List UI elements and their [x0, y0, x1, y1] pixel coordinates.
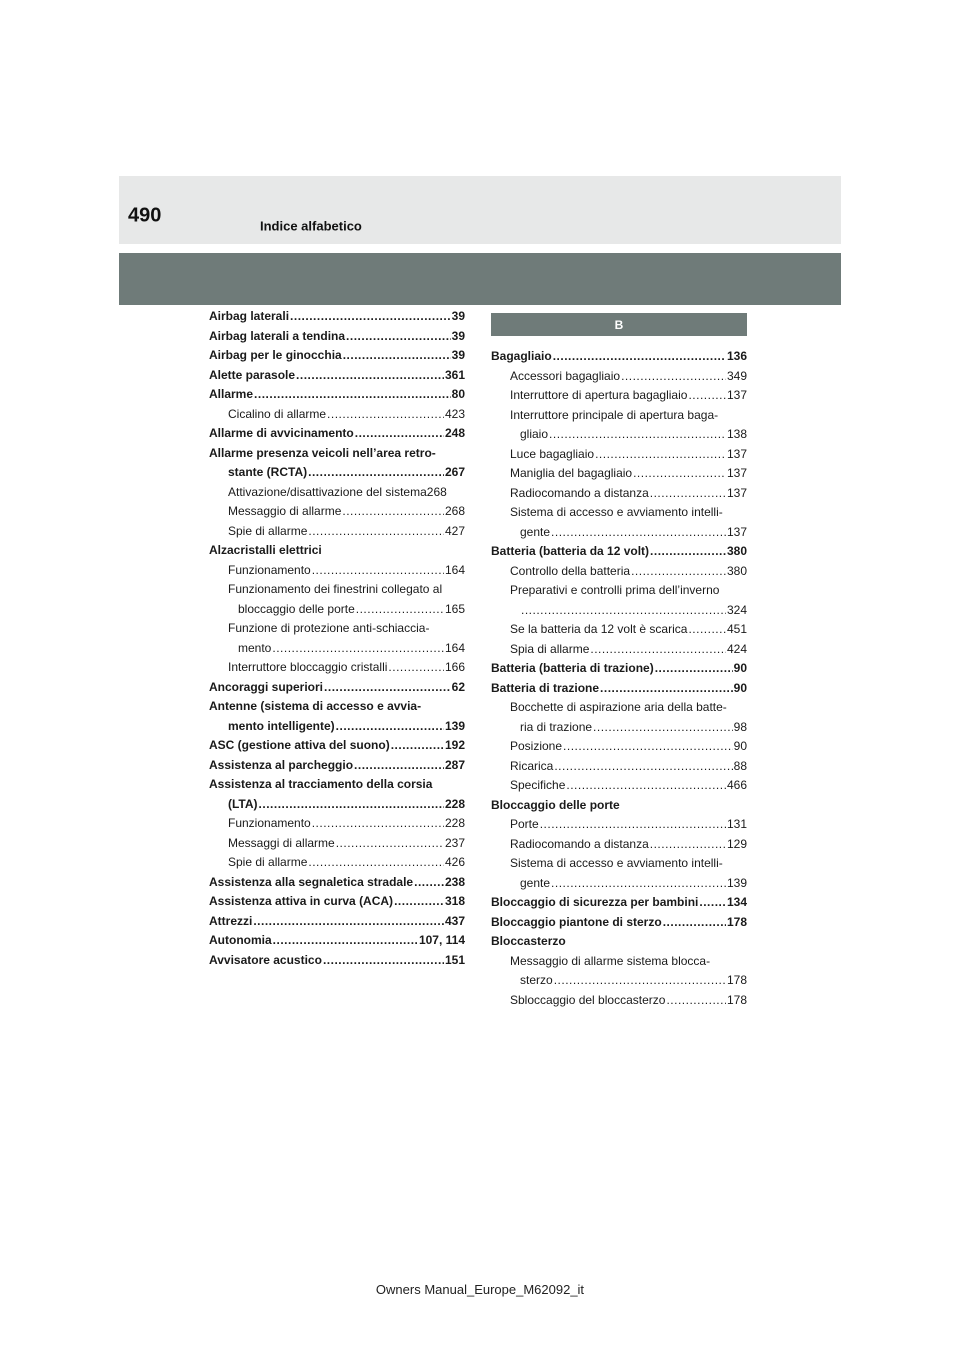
index-entry	[491, 425, 747, 445]
entry-text: Ancoraggi superiori	[209, 679, 324, 694]
entry-page: 139	[444, 718, 465, 733]
index-entry	[491, 542, 747, 562]
entry-text: mento	[238, 640, 272, 655]
entry-text: gente	[520, 875, 551, 890]
index-entry	[491, 776, 747, 796]
entry-text: Controllo della batteria	[510, 563, 631, 578]
index-entry	[209, 912, 465, 932]
index-entry	[491, 815, 747, 835]
index-entry	[209, 775, 465, 795]
index-entry	[491, 757, 747, 777]
entry-page: 466	[726, 778, 747, 792]
leader-dots	[312, 561, 444, 581]
leader-dots	[355, 424, 444, 444]
entry-page: 137	[726, 466, 747, 480]
entry-text: Bloccasterzo	[491, 934, 566, 948]
index-entry	[209, 522, 465, 542]
index-entry	[209, 834, 465, 854]
leader-dots	[273, 931, 418, 951]
leader-dots	[553, 347, 726, 367]
entry-text: Accessori bagagliaio	[510, 368, 621, 383]
entry-text: Interruttore principale di apertura baga-	[510, 407, 719, 422]
leader-dots	[356, 600, 444, 620]
leader-dots	[551, 523, 726, 543]
index-entry	[491, 893, 747, 913]
leader-dots	[327, 405, 444, 425]
leader-dots	[308, 463, 444, 483]
entry-page: 137	[726, 485, 747, 500]
entry-page: 90	[733, 661, 747, 675]
entry-text: gente	[520, 524, 551, 539]
leader-dots	[540, 815, 726, 835]
leader-dots	[354, 756, 444, 776]
index-entry	[209, 717, 465, 737]
index-entry	[491, 737, 747, 757]
leader-dots	[388, 658, 444, 678]
entry-text: Batteria (batteria da 12 volt)	[491, 544, 650, 558]
entry-page: 129	[726, 836, 747, 851]
leader-dots	[343, 346, 451, 366]
entry-page: 139	[726, 875, 747, 890]
entry-text: Bloccaggio di sicurezza per bambini	[491, 895, 699, 909]
entry-text: (LTA)	[228, 796, 258, 811]
entry-page: 178	[726, 914, 747, 929]
entry-text: Funzionamento dei finestrini collegato al	[228, 582, 443, 596]
index-entry	[209, 561, 465, 581]
entry-page: 39	[451, 309, 465, 323]
index-entry	[209, 795, 465, 815]
entry-page: 228	[444, 796, 465, 811]
index-entry	[491, 796, 747, 816]
entry-page: 268	[444, 504, 465, 518]
entry-text: Cicalino di allarme	[228, 406, 327, 421]
index-entry	[491, 913, 747, 933]
footer-text: Owners Manual_Europe_M62092_it	[375, 1282, 585, 1297]
index-entry	[209, 580, 465, 600]
leader-dots	[595, 445, 726, 465]
entry-page: 178	[726, 992, 747, 1007]
index-entry	[209, 736, 465, 756]
entry-text: Airbag laterali a tendina	[209, 328, 346, 343]
leader-dots	[554, 757, 732, 777]
entry-page: 287	[444, 757, 465, 772]
index-entry	[491, 503, 747, 523]
leader-dots	[551, 874, 726, 894]
index-entry	[491, 874, 747, 894]
entry-page: 424	[726, 641, 747, 656]
leader-dots	[600, 679, 733, 699]
index-entry	[209, 307, 465, 327]
entry-text: Funzionamento	[228, 562, 311, 577]
leader-dots	[324, 678, 451, 698]
leader-dots	[593, 718, 733, 738]
leader-dots	[650, 542, 726, 562]
index-entry	[209, 814, 465, 834]
index-entry	[491, 406, 747, 426]
entry-page: 349	[726, 368, 747, 383]
leader-dots	[650, 484, 726, 504]
entry-text: ria di trazione	[520, 719, 593, 734]
entry-page: 80	[451, 387, 465, 401]
index-entry	[491, 562, 747, 582]
entry-page: 178	[726, 973, 747, 987]
entry-page: 423	[444, 406, 465, 421]
leader-dots	[631, 562, 726, 582]
index-entry	[491, 971, 747, 991]
index-entry	[209, 873, 465, 893]
entry-text: mento intelligente)	[228, 718, 335, 733]
entry-text: Porte	[510, 817, 539, 831]
letter-heading-text: B	[614, 317, 624, 332]
index-entry	[491, 601, 747, 621]
leader-dots	[554, 971, 726, 991]
entry-page: 166	[444, 660, 465, 674]
entry-text: ASC (gestione attiva del suono)	[209, 738, 390, 752]
entry-page: 136	[726, 349, 747, 363]
entry-text: bloccaggio delle porte	[238, 601, 355, 616]
index-entry	[209, 463, 465, 483]
leader-dots	[394, 892, 444, 912]
leader-dots	[633, 464, 726, 484]
entry-text: stante (RCTA)	[228, 465, 308, 479]
entry-text: Luce bagagliaio	[510, 446, 595, 461]
leader-dots	[336, 834, 444, 854]
section-title: Indice alfabetico	[260, 218, 362, 234]
index-entry	[491, 854, 747, 874]
entry-text: Preparativi e controlli prima dell’inverno	[510, 583, 720, 597]
entry-text: Se la batteria da 12 volt è scarica	[510, 622, 688, 636]
index-entry	[491, 445, 747, 465]
leader-dots	[699, 893, 726, 913]
index-entry	[209, 756, 465, 776]
entry-text: Batteria (batteria di trazione)	[491, 661, 654, 675]
letter-heading	[491, 313, 747, 336]
entry-text: Allarme presenza veicoli nell’area retro-	[209, 445, 436, 460]
entry-text: Allarme di avvicinamento	[209, 426, 354, 440]
entry-page: 131	[726, 817, 747, 831]
entry-page: 228	[444, 816, 465, 830]
index-entry	[491, 659, 747, 679]
entry-page: 427	[444, 523, 465, 538]
entry-text: Posizione	[510, 739, 563, 753]
entry-text: Radiocomando a distanza	[510, 485, 649, 500]
leader-dots	[342, 502, 444, 522]
index-entry	[209, 892, 465, 912]
leader-dots	[254, 385, 451, 405]
entry-page: 39	[451, 348, 465, 362]
entry-page: 451	[726, 622, 747, 636]
entry-text: Sistema di accesso e avviamento intelli-	[510, 505, 723, 519]
index-entry	[491, 640, 747, 660]
index-entry	[491, 991, 747, 1011]
index-entry	[209, 483, 465, 503]
index-entry	[491, 952, 747, 972]
entry-page: 380	[726, 544, 747, 558]
leader-dots	[650, 835, 726, 855]
entry-text: Attivazione/disattivazione del sistema	[228, 484, 427, 499]
entry-text: Autonomia	[209, 933, 272, 947]
entry-text: Sbloccaggio del bloccasterzo	[510, 992, 666, 1007]
entry-page: 88	[733, 758, 747, 773]
header-band	[119, 253, 841, 305]
leader-dots	[346, 327, 451, 347]
entry-page: 192	[444, 738, 465, 752]
leader-dots	[290, 307, 451, 327]
entry-text: Airbag laterali	[209, 309, 290, 323]
entry-text: Funzionamento	[228, 816, 311, 830]
entry-page: 134	[726, 895, 747, 909]
index-entry	[209, 405, 465, 425]
index-entry	[209, 346, 465, 366]
index-entry	[491, 932, 747, 952]
entry-page: 318	[444, 894, 465, 908]
page-number: 490	[128, 204, 162, 227]
index-entry	[491, 347, 747, 367]
entry-page: 98	[733, 719, 747, 734]
leader-dots	[323, 951, 444, 971]
index-column-left	[209, 307, 465, 970]
leader-dots	[663, 913, 726, 933]
entry-page: 361	[444, 367, 465, 382]
entry-text: Bloccaggio delle porte	[491, 797, 620, 812]
entry-page: 90	[733, 680, 747, 695]
index-entry	[209, 853, 465, 873]
leader-dots	[253, 912, 444, 932]
entry-text: Messaggio di allarme	[228, 504, 342, 518]
entry-page: 151	[444, 952, 465, 967]
index-entry	[209, 697, 465, 717]
leader-dots	[688, 386, 726, 406]
index-entry	[209, 658, 465, 678]
entry-page: 237	[444, 835, 465, 850]
index-entry	[209, 424, 465, 444]
entry-text: Alette parasole	[209, 367, 296, 382]
entry-text: Batteria di trazione	[491, 680, 600, 695]
index-entry	[491, 386, 747, 406]
entry-text: Specifiche	[510, 778, 566, 792]
index-entry	[209, 541, 465, 561]
entry-text: sterzo	[520, 973, 553, 987]
leader-dots	[312, 814, 444, 834]
entry-text: Bagagliaio	[491, 349, 552, 363]
entry-text: gliaio	[520, 427, 549, 441]
entry-text: Avvisatore acustico	[209, 952, 322, 967]
entry-page: 107, 114	[418, 933, 465, 947]
leader-dots	[296, 366, 444, 386]
entry-page: 248	[444, 426, 465, 440]
index-entry	[491, 523, 747, 543]
index-entry	[491, 718, 747, 738]
index-entry	[209, 600, 465, 620]
leader-dots	[308, 522, 444, 542]
index-entry	[491, 367, 747, 387]
entry-page: 90	[733, 739, 747, 753]
index-entry	[209, 619, 465, 639]
index-entry	[209, 366, 465, 386]
entry-page: 165	[444, 601, 465, 616]
leader-dots	[688, 620, 726, 640]
leader-dots	[259, 795, 444, 815]
entry-page: 138	[726, 427, 747, 441]
index-entry	[491, 620, 747, 640]
header-bar	[119, 176, 841, 244]
entry-text: Alzacristalli elettrici	[209, 543, 322, 557]
entry-text: Messaggio di allarme sistema blocca-	[510, 953, 711, 968]
entry-page: 164	[444, 640, 465, 655]
entry-page: 380	[726, 563, 747, 578]
entry-page: 426	[444, 855, 465, 869]
index-entry	[491, 464, 747, 484]
index-entry	[491, 835, 747, 855]
leader-dots	[308, 853, 444, 873]
entry-text: Funzione di protezione anti-schiaccia-	[228, 621, 430, 635]
index-entry	[491, 581, 747, 601]
entry-text: Maniglia del bagagliaio	[510, 466, 633, 480]
leader-dots	[272, 639, 444, 659]
leader-dots	[391, 736, 444, 756]
entry-page: 437	[444, 913, 465, 928]
entry-text: Antenne (sistema di accesso e avvia-	[209, 699, 422, 713]
entry-text: Assistenza alla segnaletica stradale	[209, 874, 414, 889]
leader-dots	[563, 737, 733, 757]
entry-text: Sistema di accesso e avviamento intelli-	[510, 856, 723, 870]
entry-text: Attrezzi	[209, 913, 253, 928]
entry-page: 324	[726, 602, 747, 617]
index-entry	[209, 327, 465, 347]
entry-page: 137	[726, 446, 747, 461]
index-entry	[209, 444, 465, 464]
leader-dots	[655, 659, 733, 679]
leader-dots	[549, 425, 726, 445]
index-entry	[209, 385, 465, 405]
leader-dots	[566, 776, 726, 796]
entry-text: Bocchette di aspirazione aria della batte-	[510, 700, 727, 714]
entry-page: 267	[444, 465, 465, 479]
leader-dots	[621, 367, 726, 387]
entry-page: 137	[726, 524, 747, 539]
index-entry	[209, 951, 465, 971]
entry-text: Messaggi di allarme	[228, 835, 335, 850]
index-entry	[209, 931, 465, 951]
entry-text: Assistenza attiva in curva (ACA)	[209, 894, 394, 908]
index-entry	[209, 678, 465, 698]
entry-text: Ricarica	[510, 758, 554, 773]
leader-dots	[336, 717, 444, 737]
index-entry	[209, 639, 465, 659]
entry-text: Spie di allarme	[228, 523, 308, 538]
entry-page: 62	[451, 679, 465, 694]
entry-text: Radiocomando a distanza	[510, 836, 649, 851]
leader-dots	[521, 601, 726, 621]
index-entry	[491, 679, 747, 699]
entry-text: Allarme	[209, 387, 254, 401]
entry-page: 238	[444, 874, 465, 889]
index-column-right	[491, 307, 747, 1010]
leader-dots	[590, 640, 726, 660]
entry-page: 137	[726, 388, 747, 402]
entry-page: 268	[426, 484, 447, 499]
entry-text: Bloccaggio piantone di sterzo	[491, 914, 662, 929]
leader-dots	[414, 873, 444, 893]
entry-text: Interruttore bloccaggio cristalli	[228, 660, 388, 674]
entry-text: Assistenza al tracciamento della corsia	[209, 777, 433, 791]
index-entry	[491, 484, 747, 504]
entry-text: Spia di allarme	[510, 641, 590, 656]
entry-text: Interruttore di apertura bagagliaio	[510, 388, 688, 402]
index-entry	[209, 502, 465, 522]
letter-entries	[491, 347, 747, 1010]
index-entry	[491, 698, 747, 718]
entry-text: Assistenza al parcheggio	[209, 757, 354, 772]
entry-text: Airbag per le ginocchia	[209, 348, 342, 362]
entry-text: Spie di allarme	[228, 855, 308, 869]
leader-dots	[666, 991, 726, 1011]
entry-page: 164	[444, 562, 465, 577]
entry-page: 39	[451, 328, 465, 343]
